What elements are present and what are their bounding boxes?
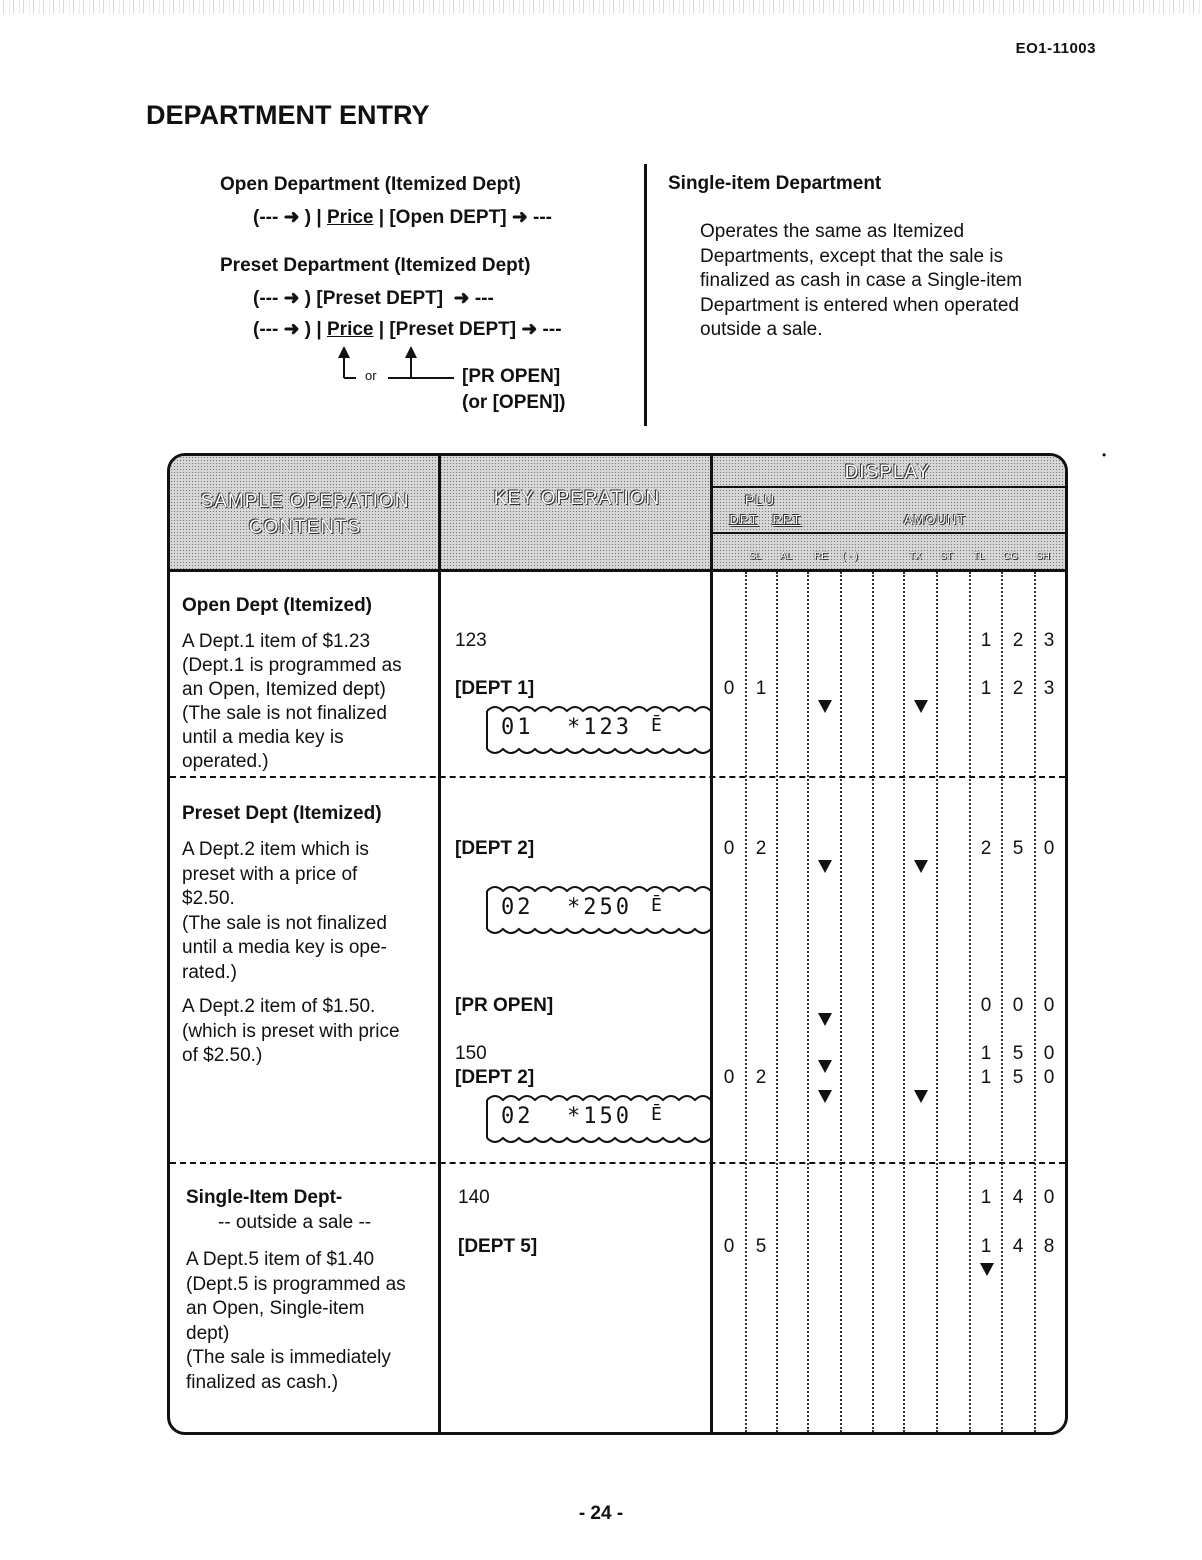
page-title: DEPARTMENT ENTRY bbox=[146, 100, 430, 130]
key-entry: [PR OPEN] bbox=[455, 995, 554, 1016]
display-digit: 1 bbox=[980, 1067, 992, 1088]
section-heading: Open Dept (Itemized) bbox=[182, 595, 373, 616]
key-entry: [DEPT 1] bbox=[455, 678, 535, 699]
sample-header bbox=[185, 489, 425, 541]
text-line: until a media key is bbox=[182, 727, 344, 748]
display-digit: 3 bbox=[1043, 678, 1055, 699]
display-digit: 0 bbox=[980, 995, 992, 1016]
indicator-triangle-icon bbox=[914, 860, 928, 873]
display-digit: 2 bbox=[1012, 678, 1024, 699]
indicator-label: RE bbox=[814, 551, 828, 562]
key-entry: [DEPT 2] bbox=[455, 838, 535, 859]
indicator-label: AL bbox=[780, 551, 793, 562]
desc-line: Operates the same as Itemized bbox=[700, 221, 965, 242]
section-divider bbox=[170, 1162, 1065, 1164]
receipt-printout bbox=[483, 701, 711, 757]
section-text bbox=[182, 995, 400, 1069]
receipt-dept: 02 bbox=[501, 1104, 534, 1129]
text-line: of $2.50.) bbox=[182, 1045, 263, 1066]
seq-tail: --- bbox=[474, 288, 494, 309]
indicator-label: TX bbox=[909, 551, 922, 562]
text-line: A Dept.5 item of $1.40 bbox=[186, 1249, 375, 1270]
display-digit: 1 bbox=[980, 630, 992, 651]
key-entry: 140 bbox=[458, 1187, 490, 1208]
text-line: (which is preset with price bbox=[182, 1020, 400, 1042]
text-line: (Dept.5 is programmed as bbox=[186, 1273, 406, 1295]
header-bottom-rule bbox=[170, 569, 1065, 572]
operation-table bbox=[167, 453, 1068, 1435]
desc-line: outside a sale. bbox=[700, 319, 823, 340]
seq-end: ) bbox=[304, 319, 312, 340]
open-dept-sequence: (--- ➜ ) | Price | [Open DEPT] ➜ --- bbox=[253, 207, 552, 228]
key-operation-header: KEY OPERATION bbox=[493, 488, 661, 509]
seq-tail: --- bbox=[533, 207, 552, 228]
display-digit: 5 bbox=[755, 1236, 767, 1257]
display-digit: 2 bbox=[980, 838, 992, 859]
display-dot-column bbox=[840, 572, 842, 1432]
preset-dept-heading: Preset Department (Itemized Dept) bbox=[220, 255, 531, 276]
section-divider bbox=[170, 776, 1065, 778]
display-dot-column bbox=[807, 572, 809, 1432]
scan-noise-strip bbox=[0, 0, 1202, 14]
receipt-symbol: Ē bbox=[651, 1104, 665, 1125]
text-line: (Dept.1 is programmed as bbox=[182, 655, 402, 676]
indicator-label: ST bbox=[940, 551, 953, 562]
receipt-printout bbox=[483, 881, 711, 937]
display-digit: 0 bbox=[723, 678, 735, 699]
indicator-triangle-icon bbox=[818, 700, 832, 713]
open-dept-heading: Open Department (Itemized Dept) bbox=[220, 174, 521, 195]
indicator-triangle-icon bbox=[818, 860, 832, 873]
receipt-symbol: Ē bbox=[651, 895, 665, 916]
indicator-label: SL bbox=[749, 551, 762, 562]
text-line: operated.) bbox=[182, 751, 269, 772]
arrow-right-icon: ➜ bbox=[511, 207, 528, 228]
text-line: (The sale is not finalized bbox=[182, 703, 387, 724]
display-digit: 2 bbox=[1012, 630, 1024, 651]
desc-line: Department is entered when operated bbox=[700, 294, 1019, 316]
display-digit: 5 bbox=[1012, 838, 1024, 859]
display-dot-column bbox=[776, 572, 778, 1432]
dpt-header: DPT bbox=[729, 512, 759, 527]
indicator-label: CG bbox=[1003, 551, 1018, 562]
open-key-alt: (or [OPEN]) bbox=[462, 392, 566, 413]
text-line: preset with a price of bbox=[182, 863, 358, 885]
page-number: - 24 - bbox=[578, 1503, 624, 1524]
receipt-amount: *150 bbox=[567, 1104, 632, 1129]
col-rule-1 bbox=[438, 456, 441, 1432]
desc-line: finalized as cash in case a Single-item bbox=[700, 270, 1023, 291]
text-line: A Dept.2 item which is bbox=[182, 839, 369, 860]
receipt-symbol: Ē bbox=[651, 715, 665, 736]
sample-header-line: CONTENTS bbox=[248, 517, 362, 538]
text-line: A Dept.1 item of $1.23 bbox=[182, 631, 371, 652]
pr-open-key: [PR OPEN] bbox=[462, 366, 561, 387]
display-digit: 0 bbox=[1012, 995, 1024, 1016]
text-line: an Open, Itemized dept) bbox=[182, 679, 386, 700]
display-digit: 1 bbox=[755, 678, 767, 699]
display-header-rule bbox=[713, 486, 1065, 488]
preset-dept-key: ) [Preset DEPT] bbox=[304, 288, 444, 309]
open-dept-key: [Open DEPT] bbox=[389, 207, 507, 228]
document-number: EO1-11003 bbox=[1015, 40, 1096, 57]
receipt-amount: *250 bbox=[567, 895, 632, 920]
preset-dept-sequence-2: (--- ➜ ) | Price | [Preset DEPT] ➜ --- bbox=[253, 319, 562, 340]
display-digit: 0 bbox=[1043, 838, 1055, 859]
amount-header: AMOUNT bbox=[903, 512, 967, 527]
display-digit: 5 bbox=[1012, 1043, 1024, 1064]
preset-dept-sequence-1 bbox=[253, 287, 494, 310]
desc-line: Departments, except that the sale is bbox=[700, 245, 1004, 267]
display-digit: 1 bbox=[980, 1236, 992, 1257]
col-rule-2 bbox=[710, 456, 713, 1432]
seq-start: (--- bbox=[253, 319, 279, 340]
display-digit: 0 bbox=[723, 1236, 735, 1257]
seq-end: ) bbox=[304, 207, 312, 228]
key-entry: 150 bbox=[455, 1043, 487, 1064]
display-digit: 0 bbox=[723, 838, 735, 859]
display-digit: 0 bbox=[1043, 1067, 1055, 1088]
text-line: $2.50. bbox=[182, 888, 235, 909]
receipt-printout bbox=[483, 1090, 711, 1146]
price-label: Price bbox=[327, 207, 374, 228]
arrow-right-icon: ➜ bbox=[283, 319, 300, 340]
display-digit: 0 bbox=[1043, 995, 1055, 1016]
section-text bbox=[186, 1248, 406, 1395]
display-dot-column bbox=[903, 572, 905, 1432]
display-dot-column bbox=[1001, 572, 1003, 1432]
pr-open-connector-diagram bbox=[330, 342, 470, 392]
display-digit: 0 bbox=[1043, 1187, 1055, 1208]
key-entry: [DEPT 2] bbox=[455, 1067, 535, 1088]
display-digit: 4 bbox=[1012, 1236, 1024, 1257]
single-item-heading: Single-item Department bbox=[668, 173, 882, 194]
text-line: an Open, Single-item bbox=[186, 1298, 365, 1319]
display-digit: 1 bbox=[980, 678, 992, 699]
display-digit: 2 bbox=[755, 838, 767, 859]
receipt-amount: *123 bbox=[567, 715, 632, 740]
arrow-right-icon: ➜ bbox=[283, 207, 300, 228]
display-digit: 8 bbox=[1043, 1236, 1055, 1257]
display-header: DISPLAY bbox=[844, 462, 931, 483]
indicator-triangle-icon bbox=[818, 1013, 832, 1026]
arrow-right-icon: ➜ bbox=[453, 288, 470, 309]
price-label: Price bbox=[327, 319, 374, 340]
display-dot-column bbox=[872, 572, 874, 1432]
section-heading: Single-Item Dept- bbox=[186, 1187, 343, 1208]
display-digit: 0 bbox=[1043, 1043, 1055, 1064]
rpt-header: RPT bbox=[772, 512, 802, 527]
display-dot-column bbox=[1034, 572, 1036, 1432]
text-line: rated.) bbox=[182, 961, 237, 983]
receipt-dept: 02 bbox=[501, 895, 534, 920]
indicator-label: ( - ) bbox=[842, 551, 858, 562]
display-digit: 0 bbox=[723, 1067, 735, 1088]
key-entry: 123 bbox=[455, 630, 487, 651]
arrow-right-icon: ➜ bbox=[521, 319, 538, 340]
key-entry: [DEPT 5] bbox=[458, 1236, 538, 1257]
section-text bbox=[182, 838, 387, 985]
receipt-dept: 01 bbox=[501, 715, 534, 740]
section-text bbox=[182, 630, 402, 774]
indicator-rule bbox=[713, 532, 1065, 534]
preset-dept-key: [Preset DEPT] bbox=[389, 319, 517, 340]
text-line: finalized as cash.) bbox=[186, 1371, 339, 1393]
arrow-right-icon: ➜ bbox=[283, 288, 300, 309]
text-line: A Dept.2 item of $1.50. bbox=[182, 996, 376, 1017]
divider-line bbox=[644, 164, 647, 426]
text-line: dept) bbox=[186, 1322, 230, 1344]
seq-tail: --- bbox=[542, 319, 562, 340]
indicator-triangle-icon bbox=[818, 1090, 832, 1103]
sample-header-line: SAMPLE OPERATION bbox=[200, 491, 410, 512]
display-digit: 1 bbox=[980, 1187, 992, 1208]
text-line: (The sale is not finalized bbox=[182, 912, 387, 934]
display-dot-column bbox=[745, 572, 747, 1432]
display-dot-column bbox=[969, 572, 971, 1432]
indicator-triangle-icon bbox=[914, 700, 928, 713]
section-subheading: -- outside a sale -- bbox=[218, 1212, 372, 1233]
section-heading: Preset Dept (Itemized) bbox=[182, 803, 382, 824]
indicator-triangle-icon bbox=[914, 1090, 928, 1103]
plu-header: PLU bbox=[744, 492, 776, 508]
indicator-label: SH bbox=[1036, 551, 1050, 562]
text-line: (The sale is immediately bbox=[186, 1347, 391, 1368]
seq-start: (--- bbox=[253, 288, 279, 309]
display-digit: 4 bbox=[1012, 1187, 1024, 1208]
text-line: until a media key is ope- bbox=[182, 937, 387, 958]
display-digit: 2 bbox=[755, 1067, 767, 1088]
display-dot-column bbox=[936, 572, 938, 1432]
display-digit: 5 bbox=[1012, 1067, 1024, 1088]
single-item-description bbox=[700, 220, 1080, 343]
display-digit: 1 bbox=[980, 1043, 992, 1064]
indicator-triangle-icon bbox=[980, 1263, 994, 1276]
or-label: or bbox=[365, 368, 377, 383]
indicator-triangle-icon bbox=[818, 1060, 832, 1073]
seq-start: (--- bbox=[253, 207, 279, 228]
display-digit: 3 bbox=[1043, 630, 1055, 651]
stray-mark: • bbox=[1102, 448, 1107, 462]
indicator-label: TL bbox=[973, 551, 985, 562]
